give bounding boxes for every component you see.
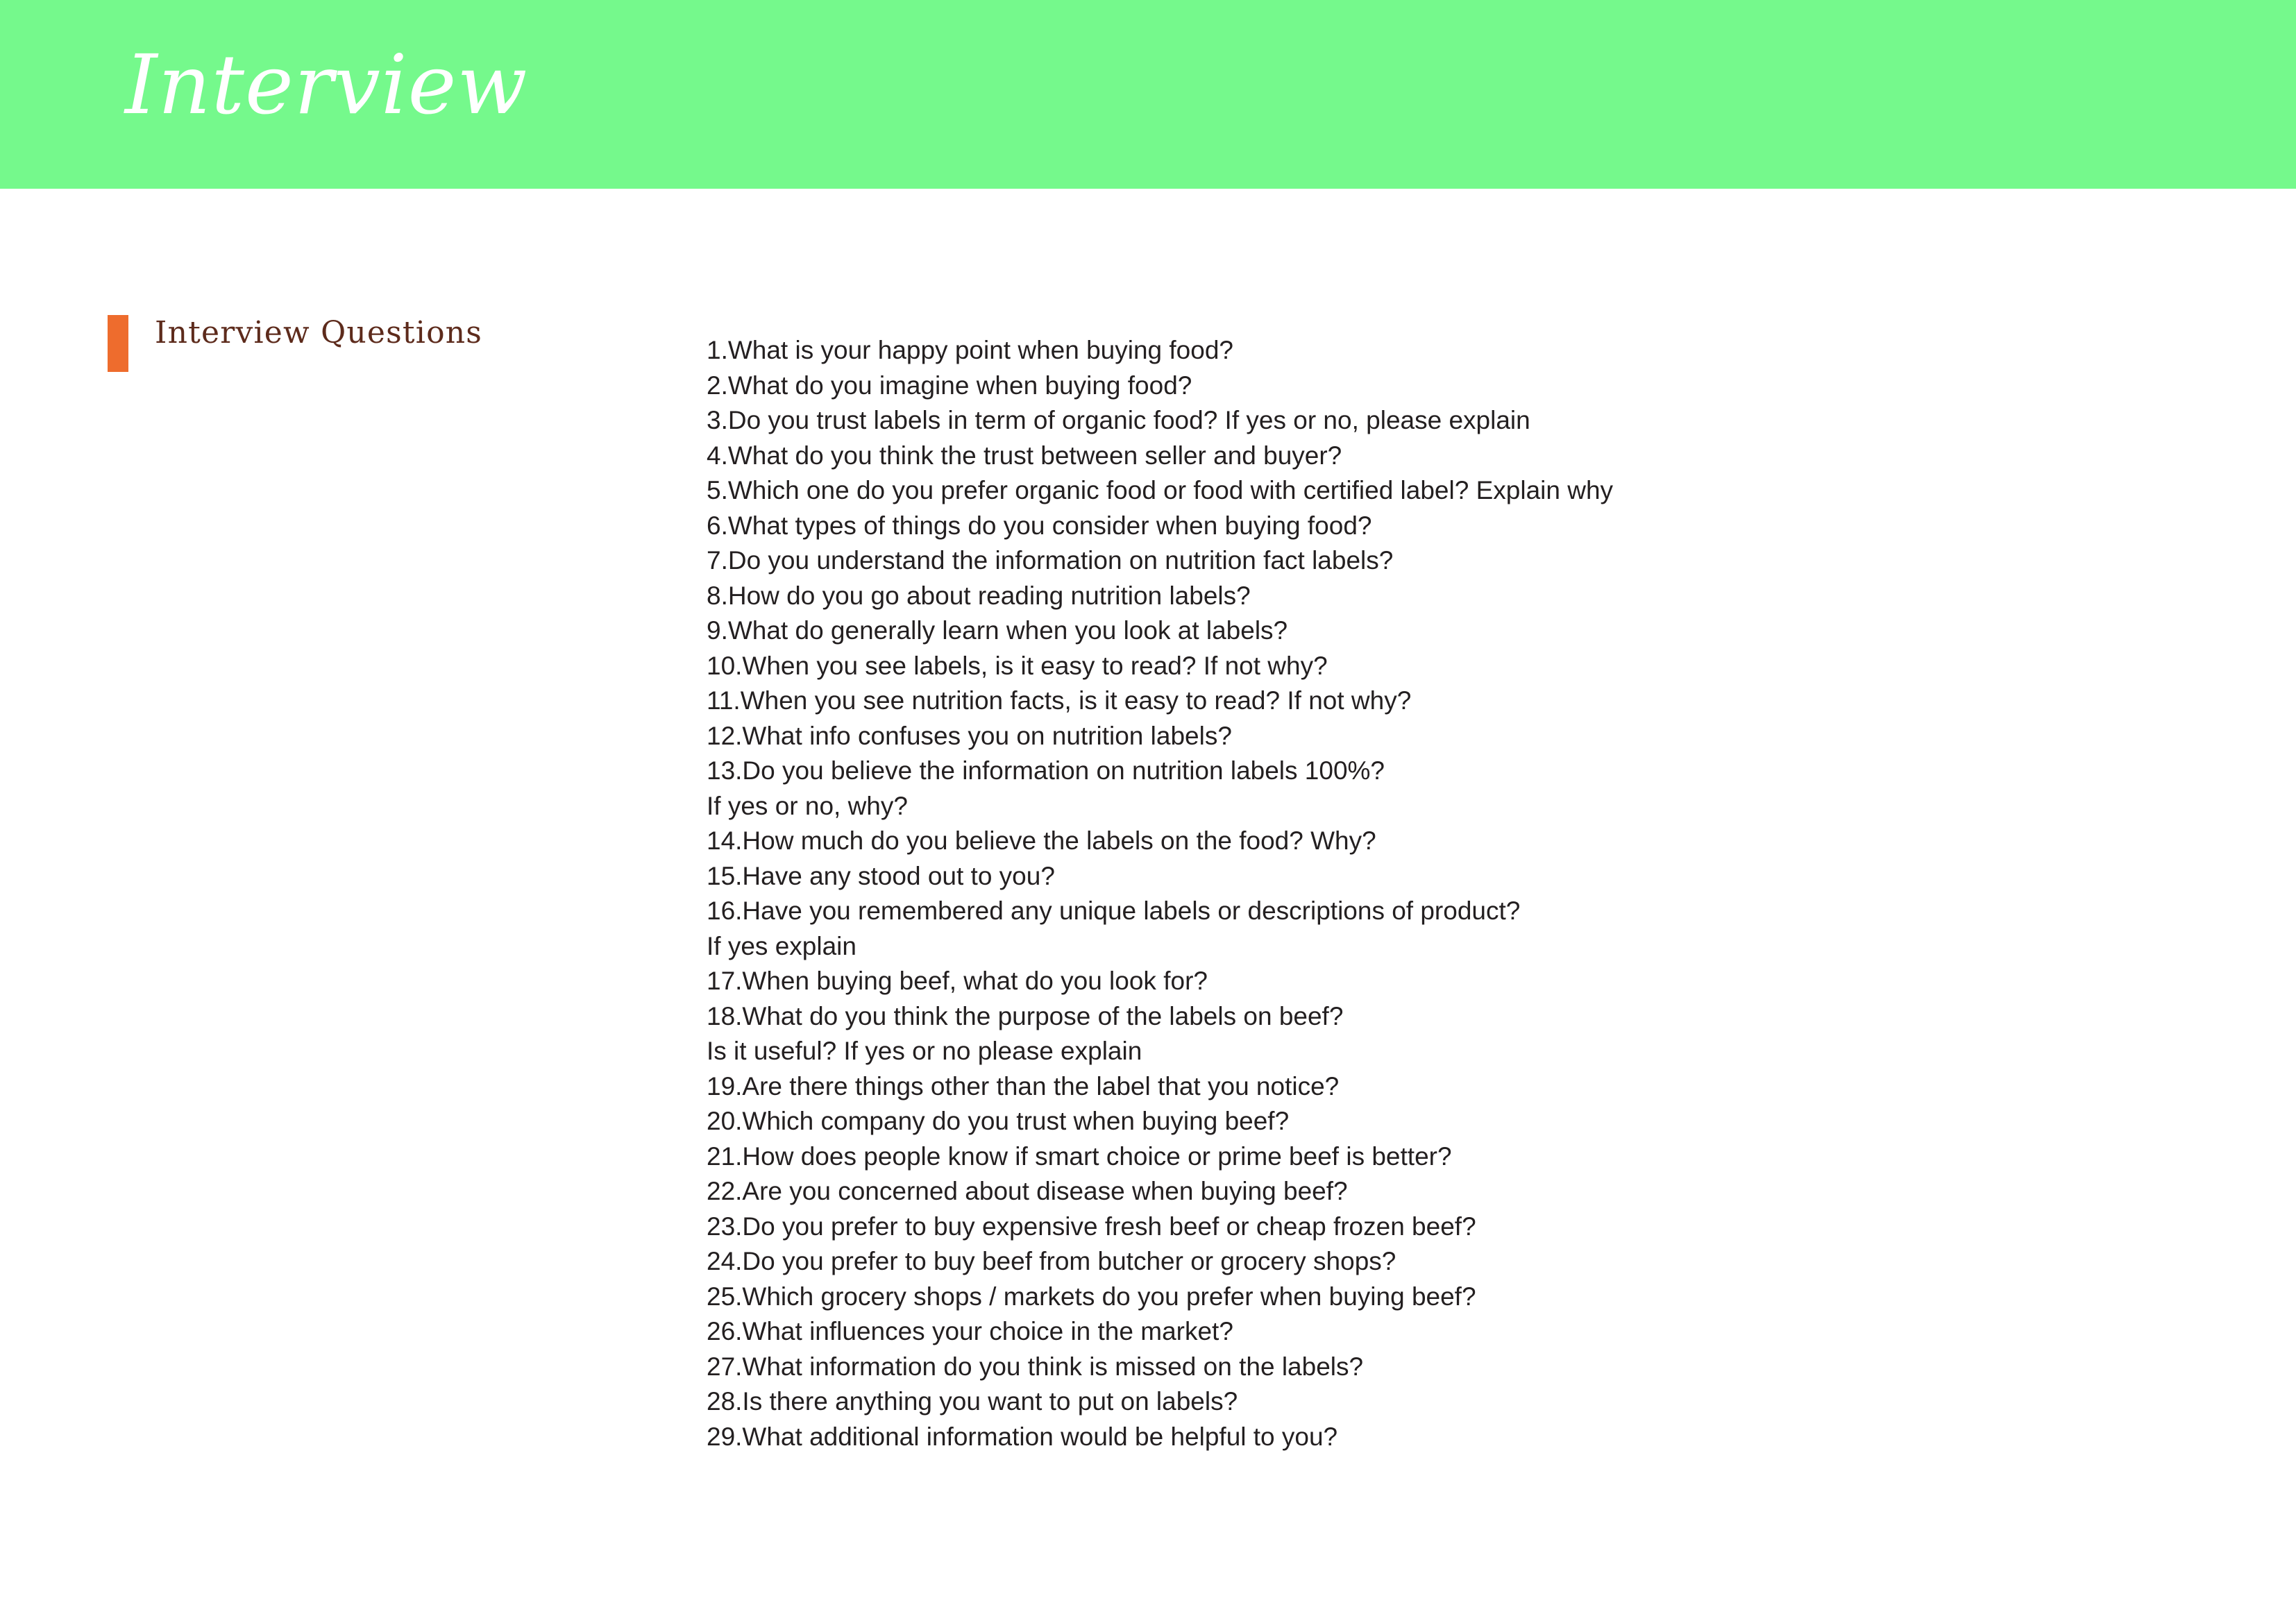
question-line: 24.Do you prefer to buy beef from butcher or grocery shops? — [707, 1247, 1396, 1275]
question-line: 8.How do you go about reading nutrition labels? — [707, 581, 1251, 610]
section-label — [108, 314, 482, 372]
question-line: 2.What do you imagine when buying food? — [707, 371, 1192, 400]
question-line: 12.What info confuses you on nutrition labels? — [707, 721, 1232, 750]
section-marker — [108, 315, 128, 372]
question-line: 7.Do you understand the information on nutrition fact labels? — [707, 546, 1394, 575]
section-label-text: Interview Questions — [155, 315, 483, 350]
question-line: 1.What is your happy point when buying food? — [707, 336, 1233, 364]
question-line: 14.How much do you believe the labels on the food? Why? — [707, 826, 1376, 855]
question-line: 15.Have any stood out to you? — [707, 861, 1055, 890]
question-line: 5.Which one do you prefer organic food or food with certified label? Explain why — [707, 476, 1614, 504]
question-line: 9.What do generally learn when you look at labels? — [707, 616, 1288, 645]
question-line: 22.Are you concerned about disease when buying beef? — [707, 1177, 1348, 1205]
question-line: 25.Which grocery shops / markets do you prefer when buying beef? — [707, 1282, 1476, 1311]
question-line: 3.Do you trust labels in term of organic food? If yes or no, please explain — [707, 406, 1530, 434]
question-line: 4.What do you think the trust between seller and buyer? — [707, 441, 1342, 470]
question-line: 21.How does people know if smart choice or prime beef is better? — [707, 1141, 1452, 1171]
question-line: 10.When you see labels, is it easy to read? If not why? — [707, 651, 1328, 680]
question-line: 19.Are there things other than the label that you notice? — [707, 1071, 1340, 1101]
question-line: 28.Is there anything you want to put on labels? — [707, 1387, 1238, 1416]
question-line: If yes or no, why? — [707, 791, 908, 820]
question-line: 16.Have you remembered any unique labels or descriptions of product? — [707, 897, 1521, 925]
interview-questions-list — [707, 333, 1817, 1454]
question-line: 18.What do you think the purpose of the labels on beef? — [707, 1001, 1344, 1030]
page-title: Interview — [125, 37, 528, 133]
question-line: 29.What additional information would be helpful to you? — [707, 1422, 1338, 1451]
question-line: 17.When buying beef, what do you look for? — [707, 967, 1208, 995]
question-line: 6.What types of things do you consider when buying food? — [707, 511, 1372, 540]
question-line: 20.Which company do you trust when buying beef? — [707, 1107, 1290, 1135]
question-line: If yes explain — [707, 931, 856, 960]
question-line: Is it useful? If yes or no please explain — [707, 1037, 1142, 1065]
question-line: 11.When you see nutrition facts, is it easy to read? If not why? — [707, 686, 1412, 715]
question-line: 23.Do you prefer to buy expensive fresh beef or cheap frozen beef? — [707, 1212, 1476, 1241]
question-line: 27.What information do you think is missed on the labels? — [707, 1352, 1364, 1381]
question-line: 26.What influences your choice in the market? — [707, 1317, 1233, 1345]
question-line: 13.Do you believe the information on nutrition labels 100%? — [707, 756, 1385, 785]
